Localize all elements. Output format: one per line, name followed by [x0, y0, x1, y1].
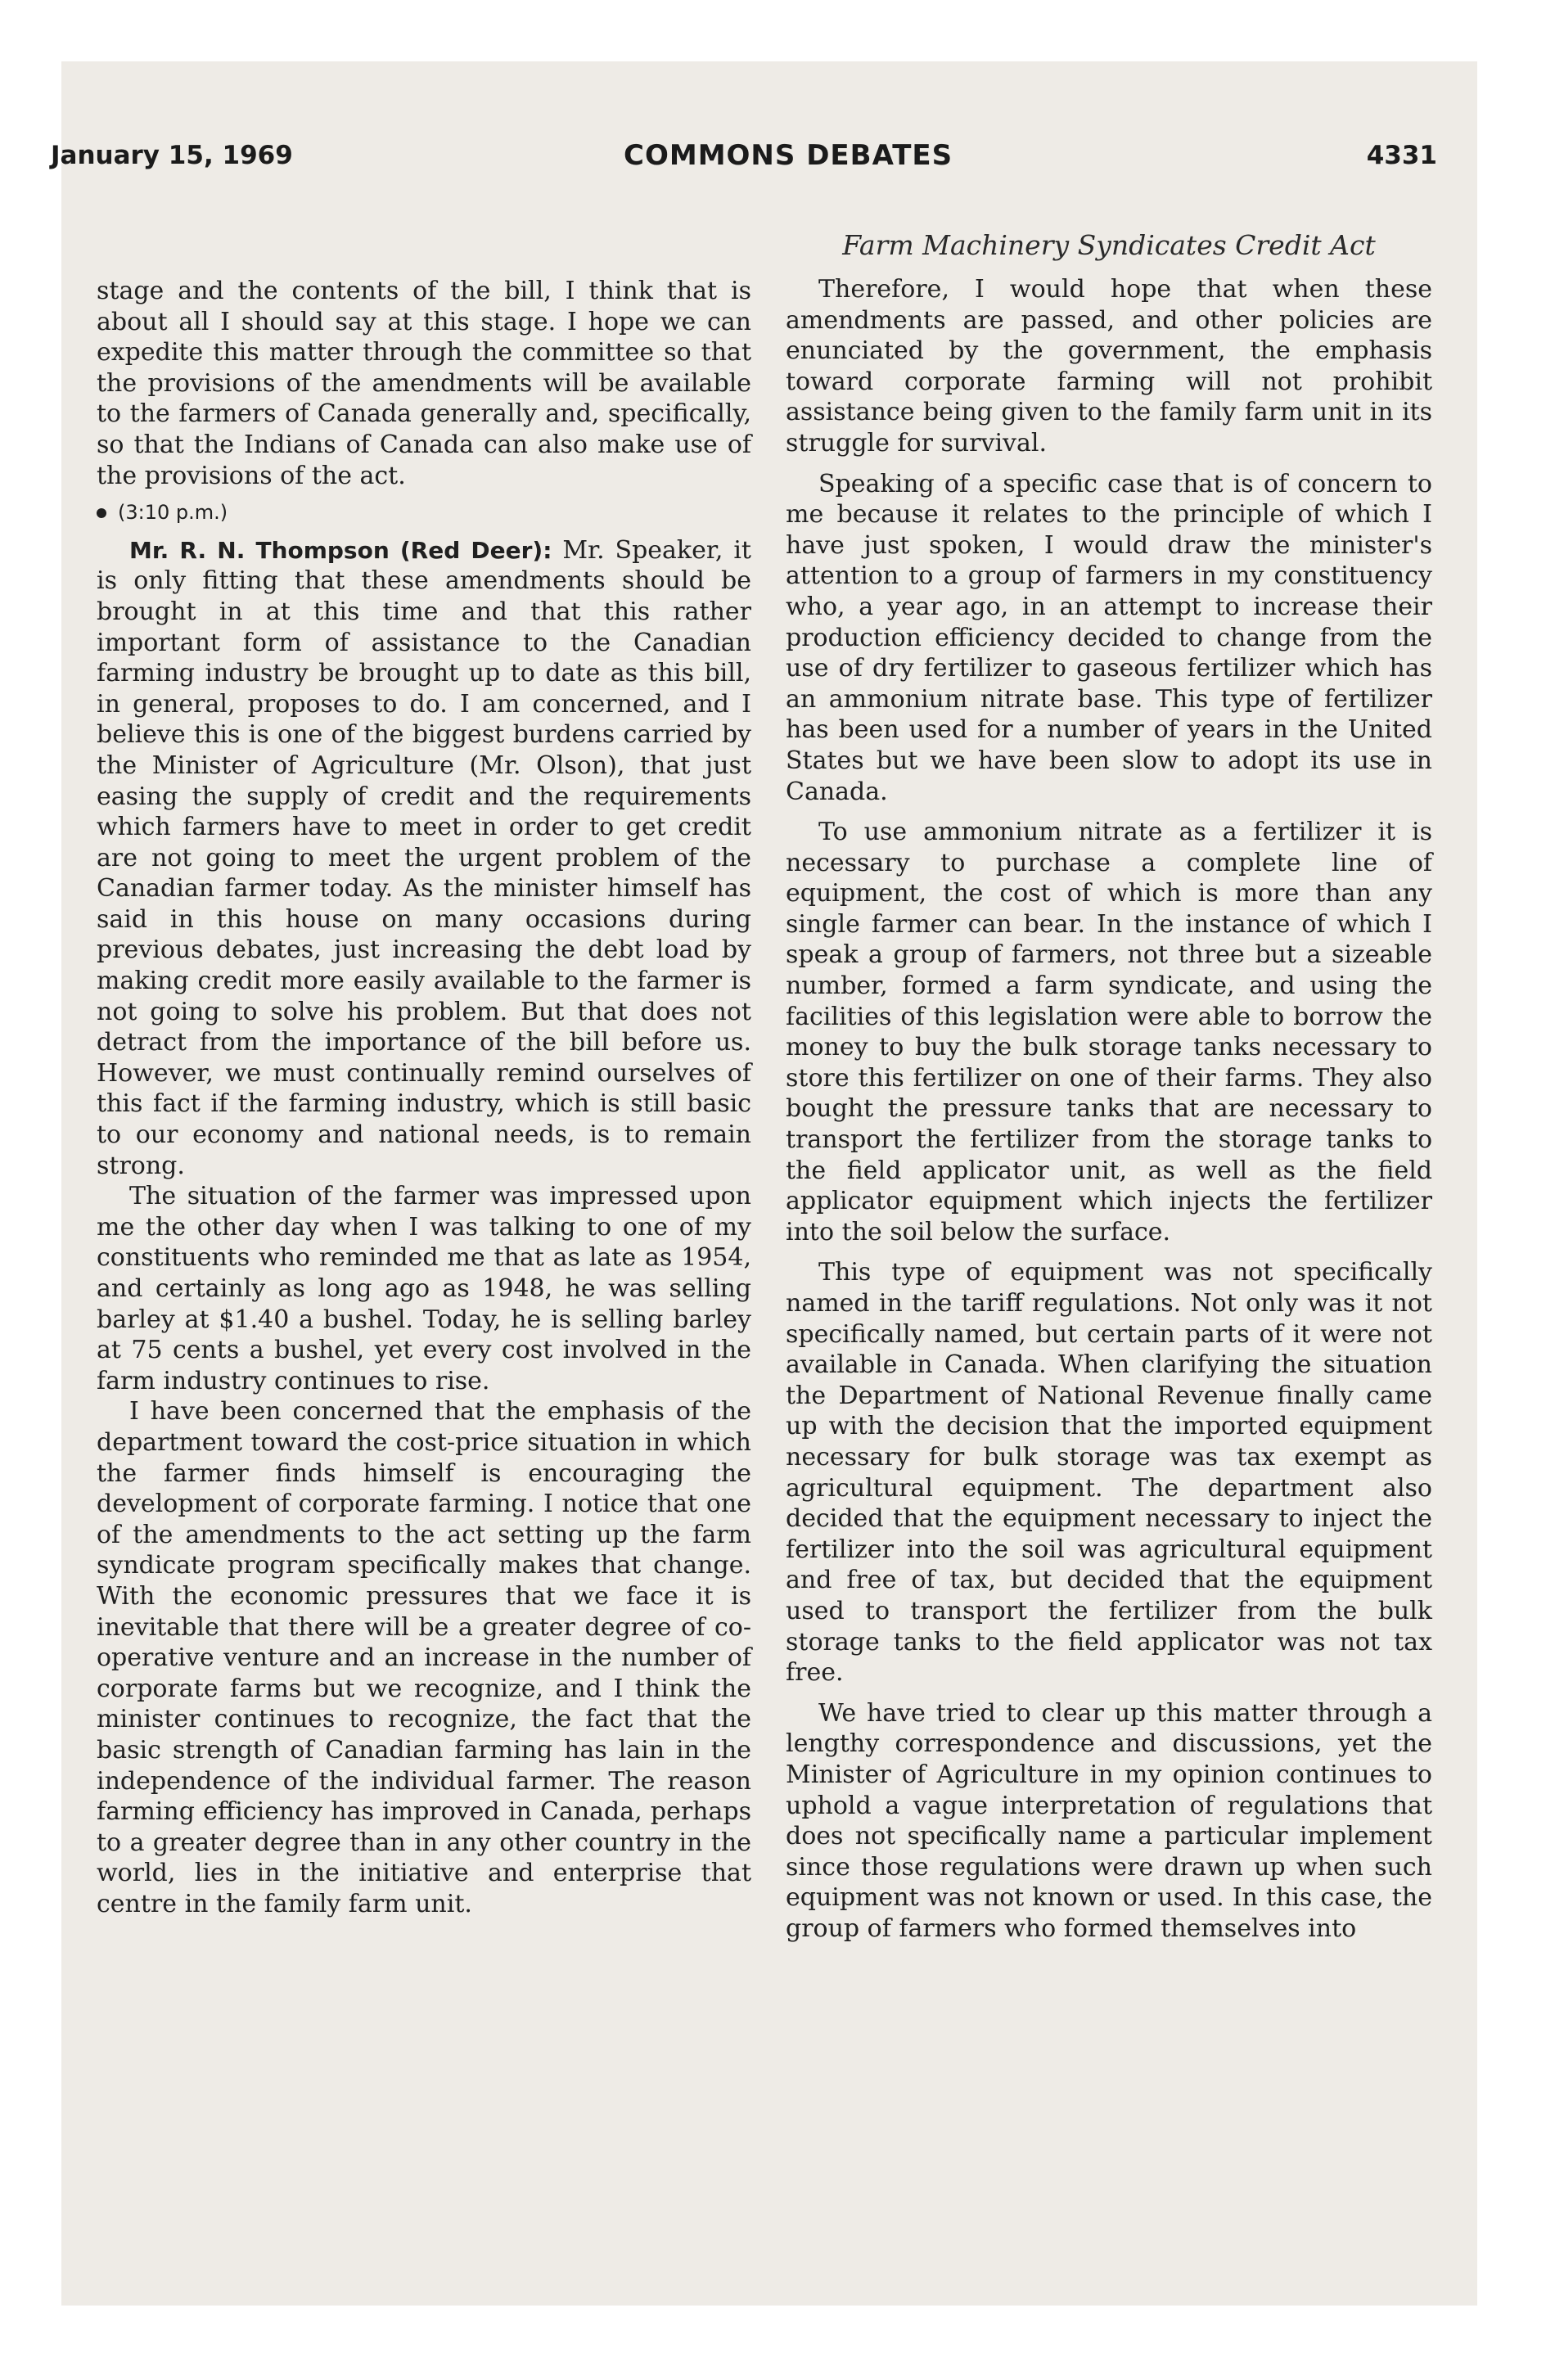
speaker-name: Mr. R. N. Thompson (Red Deer):: [129, 536, 552, 564]
left-paragraph-2: [97, 535, 751, 1181]
right-paragraph-4: This type of equipment was not specifically named in the tariff regulations. Not only was it not specifically named, but certain parts of it were not available in Canada. When clarifying the situation the Department of National Revenue finally came up with the decision that the imported equipment necessary for bulk storage was tax exempt as agricultural equipment. The department also decided that the equipment necessary to inject the fertilizer into the soil was agricultural equipment and free of tax, but decided that the equipment used to transport the fertilizer from the bulk storage tanks to the field applicator was not tax free.: [786, 1258, 1432, 1688]
running-head: Farm Machinery Syndicates Credit Act: [842, 229, 1376, 261]
page-header: [51, 131, 1437, 180]
right-paragraph-2: Speaking of a specific case that is of concern to me because it relates to the principle of which I have just spoken, I would draw the minister's attention to a group of farmers in my constituency who, a year ago, in an attempt to increase their production efficiency decided to change from the use of dry fertilizer to gaseous fertilizer which has an ammonium nitrate base. This type of fertilizer has been used for a number of years in the United States but we have been slow to adopt its use in Canada.: [786, 469, 1432, 806]
timestamp: [97, 498, 751, 529]
header-date: January 15, 1969: [51, 141, 293, 170]
left-paragraph-2-text: Mr. Speaker, it is only fitting that these amendments should be brought in at this time and that this rather important form of assistance to the Canadian farming industry be brought up to date as this bill, in general, proposes to do. I am concerned, and I believe this is one of the biggest burdens carried by the Minister of Agriculture (Mr. Olson), that just easing the supply of credit and the requirements which farmers have to meet in order to get credit are not going to meet the urgent problem of the Canadian farmer today. As the minister himself has said in this house on many occasions during previous debates, just increasing the debt load by making credit more easily available to the farmer is not going to solve his problem. But that does not detract from the importance of the bill before us. However, we must continually remind ourselves of this fact if the farming industry, which is still basic to our economy and national needs, is to remain strong.: [97, 535, 751, 1180]
left-column: [97, 276, 751, 1919]
bullet-icon: [97, 508, 106, 518]
header-title: COMMONS DEBATES: [624, 139, 953, 172]
right-column: [786, 274, 1432, 1944]
right-paragraph-3: To use ammonium nitrate as a fertilizer it is necessary to purchase a complete line of equipment, the cost of which is more than any single farmer can bear. In the instance of which I speak a group of farmers, not three but a sizeable number, formed a farm syndicate, and using the facilities of this legislation were able to borrow the money to buy the bulk storage tanks necessary to store this fertilizer on one of their farms. They also bought the pressure tanks that are necessary to transport the fertilizer from the storage tanks to the field applicator unit, as well as the field applicator equipment which injects the fertilizer into the soil below the surface.: [786, 818, 1432, 1246]
page-number: 4331: [1366, 141, 1437, 170]
left-paragraph-4: I have been concerned that the emphasis of the department toward the cost-price situation in which the farmer finds himself is encouraging the development of corporate farming. I notice that one of the amendments to the act setting up the farm syndicate program specifically makes that change. With the economic pressures that we face it is inevitable that there will be a greater degree of co-operative venture and an increase in the number of corporate farms but we recognize, and I think the minister continues to recognize, the fact that the basic strength of Canadian farming has lain in the independence of the individual farmer. The reason farming efficiency has improved in Canada, perhaps to a greater degree than in any other country in the world, lies in the initiative and enterprise that centre in the family farm unit.: [97, 1397, 751, 1918]
timestamp-text: (3:10 p.m.): [118, 501, 228, 525]
left-paragraph-3: The situation of the farmer was impressed upon me the other day when I was talking to one of my constituents who reminded me that as late as 1954, and certainly as long ago as 1948, he was selling barley at $1.40 a bushel. Today, he is selling barley at 75 cents a bushel, yet every cost involved in the farm industry continues to rise.: [97, 1182, 751, 1395]
left-paragraph-1: stage and the contents of the bill, I think that is about all I should say at this stage. I hope we can expedite this matter through the committee so that the provisions of the amendments will be available to the farmers of Canada generally and, specifically, so that the Indians of Canada can also make use of the provisions of the act.: [97, 277, 751, 490]
right-paragraph-1: Therefore, I would hope that when these amendments are passed, and other policies are enunciated by the government, the emphasis toward corporate farming will not prohibit assistance being given to the family farm unit in its struggle for survival.: [786, 275, 1432, 458]
right-paragraph-5: We have tried to clear up this matter through a lengthy correspondence and discussions, yet the Minister of Agriculture in my opinion continues to uphold a vague interpretation of regulations that does not specifically name a particular implement since those regulations were drawn up when such equipment was not known or used. In this case, the group of farmers who formed themselves into: [786, 1698, 1432, 1943]
